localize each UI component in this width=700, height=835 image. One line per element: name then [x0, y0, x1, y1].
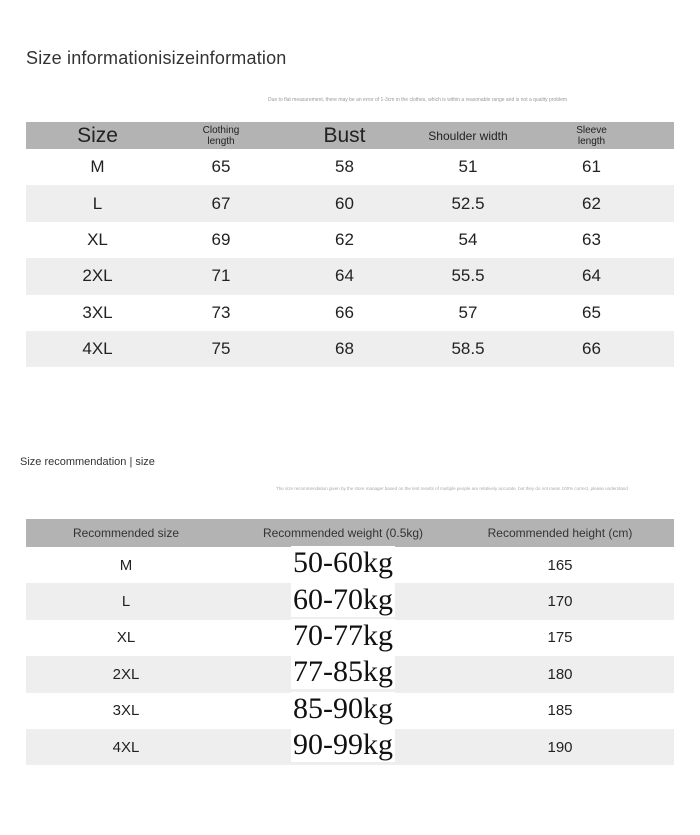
header-size: Size [77, 123, 118, 147]
sleeve-cell: 65 [582, 302, 601, 322]
header-clothing-length: Clothing length [202, 124, 240, 147]
height-cell: 175 [547, 629, 573, 647]
length-cell: 67 [211, 193, 231, 213]
length-cell: 65 [211, 157, 231, 177]
size-cell: L [92, 193, 103, 213]
table-row [26, 258, 674, 294]
table-row [26, 149, 674, 185]
size-cell: XL [116, 629, 136, 647]
sleeve-cell: 62 [582, 193, 601, 213]
bust-cell: 66 [335, 302, 354, 322]
size-cell: 2XL [112, 665, 140, 683]
table-row [26, 620, 674, 656]
sleeve-cell: 66 [582, 339, 601, 359]
height-cell: 180 [547, 665, 573, 683]
table-row [26, 729, 674, 765]
weight-cell: 50-60kg [293, 546, 393, 580]
size-cell: 3XL [82, 302, 113, 322]
size-cell: M [119, 556, 133, 574]
weight-cell: 60-70kg [293, 582, 393, 616]
length-cell: 69 [211, 229, 231, 249]
table-header-row [26, 519, 674, 547]
table-row [26, 583, 674, 619]
size-cell: M [90, 157, 105, 177]
size-information-table [26, 122, 674, 367]
weight-cell: 85-90kg [293, 691, 393, 725]
bust-cell: 64 [335, 266, 354, 286]
recommendation-note: The size recommendation given by the store manager based on the test results of multiple people are relatively accurate, but they do not mean 100% correct, please understand [276, 486, 628, 491]
size-information-title: Size informationisizeinformation [26, 48, 287, 68]
header-bust: Bust [323, 123, 366, 147]
size-recommendation-title: Size recommendation | size [20, 456, 155, 468]
header-recommended-weight: Recommended weight (0.5kg) [262, 526, 424, 540]
bust-cell: 58 [335, 157, 354, 177]
size-cell: L [121, 593, 131, 611]
table-row [26, 185, 674, 221]
bust-cell: 60 [335, 193, 354, 213]
weight-cell: 77-85kg [293, 655, 393, 689]
table-row [26, 295, 674, 331]
weight-cell: 70-77kg [293, 618, 393, 652]
sleeve-cell: 64 [582, 266, 601, 286]
length-cell: 75 [211, 339, 231, 359]
table-row [26, 547, 674, 583]
shoulder-cell: 54 [458, 229, 478, 249]
header-sleeve-length: Sleeve length [576, 124, 607, 147]
length-cell: 71 [211, 266, 231, 286]
height-cell: 170 [547, 593, 573, 611]
size-cell: 4XL [112, 738, 140, 756]
shoulder-cell: 58.5 [451, 339, 485, 359]
shoulder-cell: 57 [458, 302, 478, 322]
height-cell: 190 [547, 738, 573, 756]
bust-cell: 68 [335, 339, 354, 359]
table-row [26, 693, 674, 729]
length-cell: 73 [211, 302, 231, 322]
size-recommendation-table [26, 519, 674, 765]
sleeve-cell: 63 [582, 229, 601, 249]
shoulder-cell: 55.5 [451, 266, 485, 286]
bust-cell: 62 [335, 229, 354, 249]
table-header-row [26, 122, 674, 149]
sleeve-cell: 61 [582, 157, 601, 177]
weight-cell: 90-99kg [293, 728, 393, 762]
shoulder-cell: 51 [458, 157, 478, 177]
measurement-note: Due to flat measurement, there may be an error of 1-3cm in the clothes, which is within a reasonable range and is not a quality problem [268, 97, 568, 103]
shoulder-cell: 52.5 [451, 193, 485, 213]
height-cell: 165 [547, 556, 573, 574]
size-cell: XL [87, 229, 108, 249]
size-cell: 3XL [112, 702, 140, 720]
header-recommended-height: Recommended height (cm) [487, 526, 633, 540]
table-row [26, 656, 674, 692]
table-row [26, 222, 674, 258]
size-cell: 2XL [82, 266, 113, 286]
height-cell: 185 [547, 702, 573, 720]
size-cell: 4XL [82, 339, 113, 359]
table-row [26, 331, 674, 367]
header-recommended-size: Recommended size [72, 526, 180, 540]
header-shoulder-width: Shoulder width [428, 128, 508, 143]
